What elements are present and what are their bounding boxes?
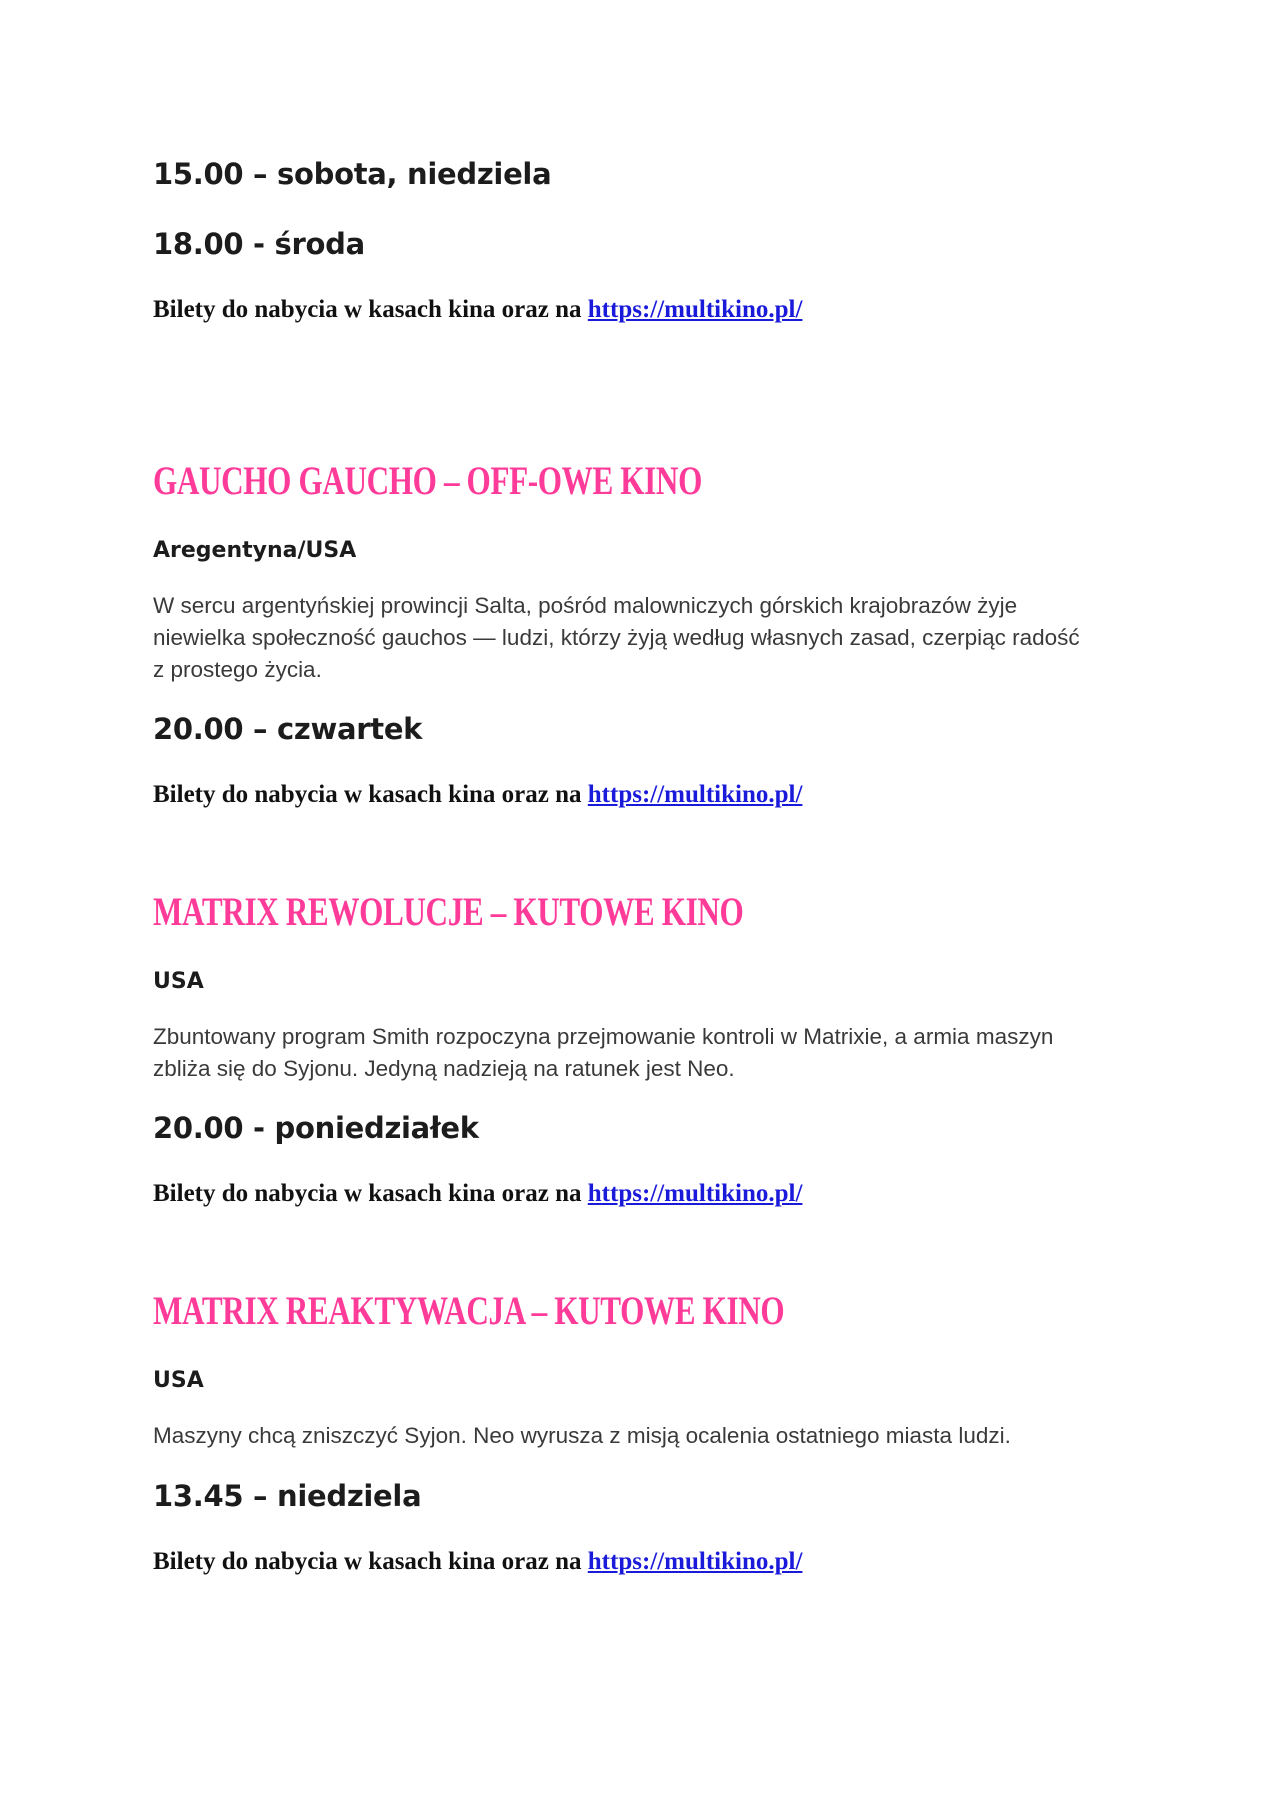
multikino-link[interactable]: https://multikino.pl/ [587,1548,803,1575]
film-showtime: 20.00 – czwartek [153,712,423,746]
description-line: W sercu argentyńskiej prowincji Salta, pośród malowniczych górskich krajobrazów żyje [153,593,1018,618]
film-showtime: 13.45 – niedziela [153,1479,422,1513]
film-title-matrix-reaktywacja: MATRIX REAKTYWACJA – KUTOWE KINO [153,1288,785,1333]
tickets-text: Bilety do nabycia w kasach kina oraz na [153,296,588,323]
film-description [153,1420,1153,1452]
film-country: USA [153,969,204,994]
film-showtime: 20.00 - poniedziałek [153,1111,479,1145]
film-title-gaucho: GAUCHO GAUCHO – OFF-OWE KINO [153,458,702,503]
film-description [153,590,1153,686]
tickets-info [153,781,802,809]
tickets-info [153,1180,802,1208]
showtime-wednesday: 18.00 - środa [153,227,365,261]
multikino-link[interactable]: https://multikino.pl/ [587,781,803,808]
multikino-link[interactable]: https://multikino.pl/ [587,1180,803,1207]
tickets-text: Bilety do nabycia w kasach kina oraz na [153,1180,588,1207]
description-line: Zbuntowany program Smith rozpoczyna przejmowanie kontroli w Matrixie, a armia maszyn [153,1024,1054,1049]
description-line: zbliża się do Syjonu. Jedyną nadzieją na ratunek jest Neo. [153,1056,735,1081]
description-line: Maszyny chcą zniszczyć Syjon. Neo wyrusza z misją ocalenia ostatniego miasta ludzi. [153,1423,1011,1448]
description-line: z prostego życia. [153,657,322,682]
description-line: niewielka społeczność gauchos — ludzi, którzy żyją według własnych zasad, czerpiąc radość [153,625,1080,650]
tickets-info [153,296,802,324]
tickets-text: Bilety do nabycia w kasach kina oraz na [153,781,588,808]
film-country: Aregentyna/USA [153,538,357,563]
tickets-info [153,1548,802,1576]
film-title-matrix-rewolucje: MATRIX REWOLUCJE – KUTOWE KINO [153,889,744,934]
multikino-link[interactable]: https://multikino.pl/ [587,296,803,323]
film-country: USA [153,1368,204,1393]
film-description [153,1021,1153,1085]
showtime-saturday-sunday: 15.00 – sobota, niedziela [153,157,552,191]
tickets-text: Bilety do nabycia w kasach kina oraz na [153,1548,588,1575]
